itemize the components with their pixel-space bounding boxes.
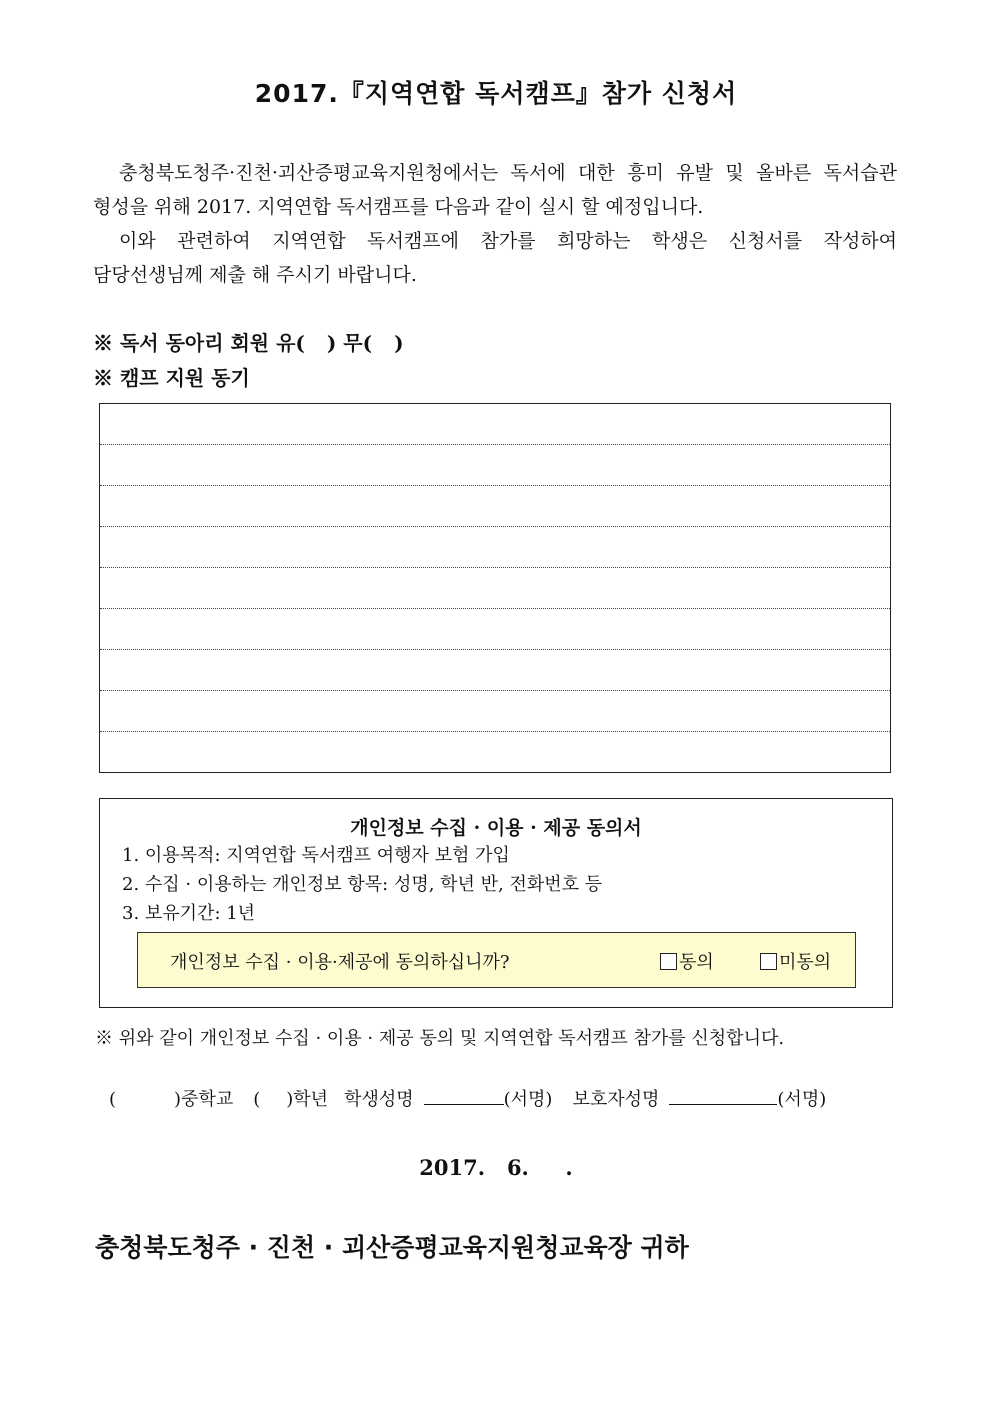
writing-line[interactable] <box>100 404 890 445</box>
intro-p1-line2: 형성을 위해 2017. 지역연합 독서캠프를 다음과 같이 실시 할 예정입니다. <box>93 196 704 218</box>
disagree-option[interactable] <box>760 948 831 974</box>
student-sign: (서명) <box>503 1089 553 1110</box>
page-title: 2017.『지역연합 독서캠프』참가 신청서 <box>254 79 738 108</box>
student-label: 학생성명 <box>344 1089 414 1110</box>
intro-p1-line1: 충청북도청주·진천·괴산증평교육지원청에서는 독서에 대한 흥미 유발 및 올바른 독서습관 <box>119 162 897 184</box>
school-open: ( <box>109 1089 117 1110</box>
guardian-sign: (서명) <box>777 1089 827 1110</box>
member-note-middle: ) 무( <box>326 331 373 355</box>
consent-item-retention: 3. 보유기간: 1년 <box>122 903 256 924</box>
student-name-blank[interactable] <box>424 1086 504 1105</box>
consent-question-box <box>137 932 856 988</box>
writing-line[interactable] <box>100 527 890 568</box>
grade-open: ( <box>253 1089 261 1110</box>
writing-line[interactable] <box>100 609 890 650</box>
guardian-name-blank[interactable] <box>669 1086 777 1105</box>
intro-paragraph-1 <box>93 156 897 190</box>
writing-line[interactable] <box>100 691 890 732</box>
disagree-label: 미동의 <box>779 952 832 973</box>
guardian-label: 보호자성명 <box>572 1089 660 1110</box>
disagree-checkbox[interactable] <box>760 953 777 970</box>
consent-item-fields: 2. 수집 · 이용하는 개인정보 항목: 성명, 학년 반, 전화번호 등 <box>122 874 603 895</box>
intro-p2-line2: 담당선생님께 제출 해 주시기 바랍니다. <box>93 264 417 286</box>
intro-p2-line1: 이와 관련하여 지역연합 독서캠프에 참가를 희망하는 학생은 신청서를 작성하여 <box>119 230 897 252</box>
writing-line[interactable] <box>100 445 890 486</box>
intro-paragraph-2-cont <box>93 258 897 292</box>
member-note-prefix: ※ 독서 동아리 회원 유( <box>93 331 305 355</box>
grade-close: )학년 <box>286 1089 329 1110</box>
member-note <box>93 327 404 356</box>
recipient-footer: 충청북도청주 · 진천 · 괴산증평교육지원청교육장 귀하 <box>95 1233 689 1262</box>
agree-label: 동의 <box>679 952 714 973</box>
date-line: 2017. 6. . <box>419 1155 573 1180</box>
consent-form <box>99 798 893 1008</box>
apply-statement: ※ 위와 같이 개인정보 수집 · 이용 · 제공 동의 및 지역연합 독서캠프 참가를 신청합니다. <box>95 1028 785 1049</box>
writing-line[interactable] <box>100 732 890 773</box>
writing-line[interactable] <box>100 486 890 527</box>
intro-paragraph-2 <box>93 224 897 258</box>
member-note-suffix: ) <box>394 331 404 355</box>
signature-line <box>109 1085 826 1111</box>
agree-checkbox[interactable] <box>660 953 677 970</box>
motive-label: ※ 캠프 지원 동기 <box>93 366 250 390</box>
consent-title: 개인정보 수집 · 이용 · 제공 동의서 <box>350 817 642 839</box>
consent-item-purpose: 1. 이용목적: 지역연합 독서캠프 여행자 보험 가입 <box>122 845 510 866</box>
motive-writing-area[interactable] <box>99 403 891 773</box>
school-close: )중학교 <box>174 1089 234 1110</box>
writing-line[interactable] <box>100 568 890 609</box>
consent-question: 개인정보 수집 · 이용·제공에 동의하십니까? <box>170 952 510 973</box>
intro-paragraph-1-cont <box>93 190 897 224</box>
writing-line[interactable] <box>100 650 890 691</box>
agree-option[interactable] <box>660 948 714 974</box>
